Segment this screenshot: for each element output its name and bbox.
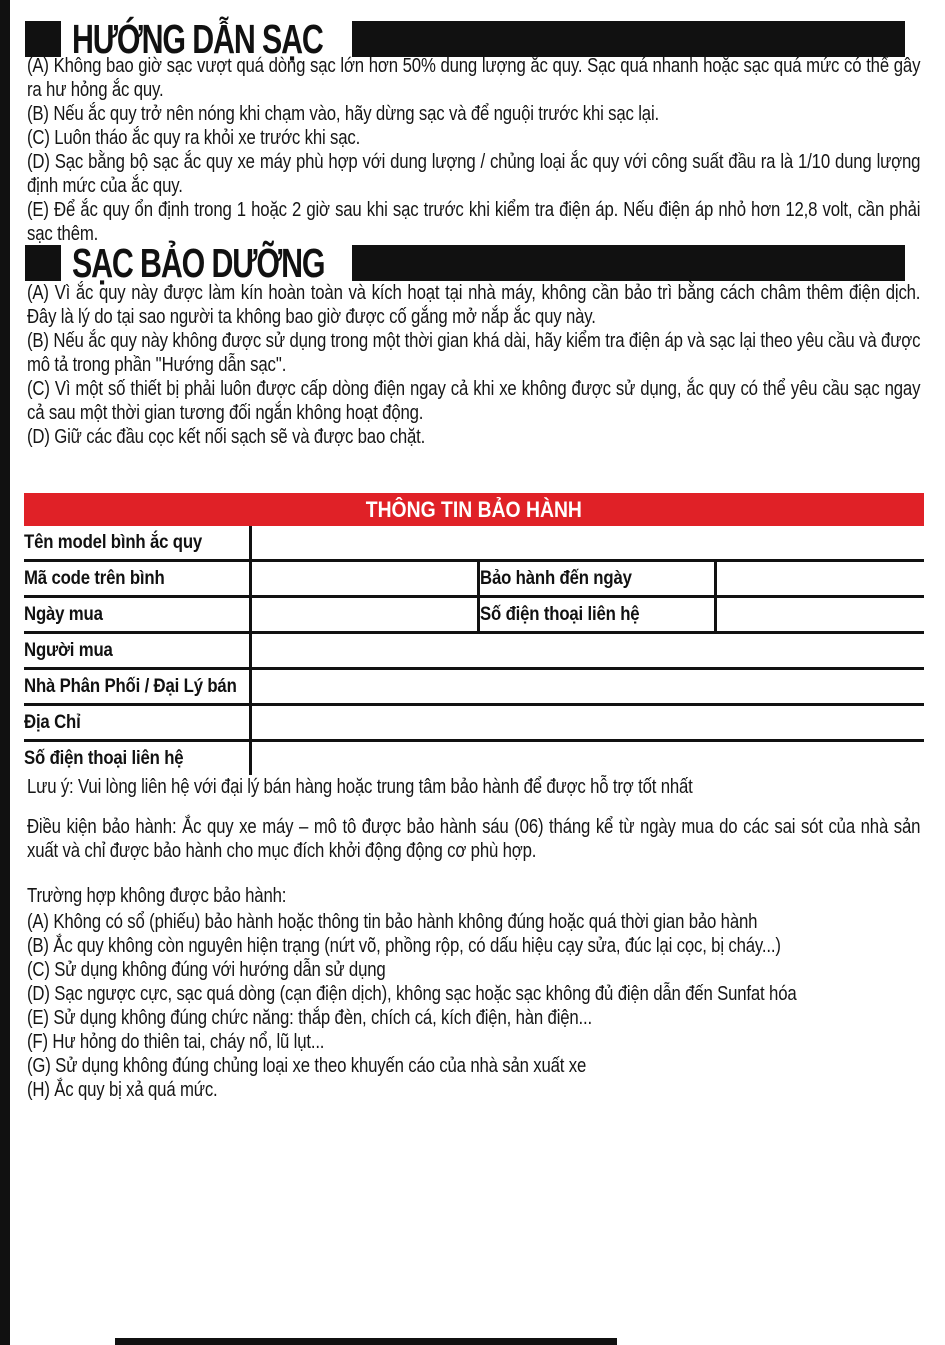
exclusion-item: (G) Sử dụng không đúng chủng loại xe theo khuyến cáo của nhà sản xuất xe: [27, 1055, 587, 1077]
blank-value-cell: [715, 561, 924, 597]
exclusion-item: (A) Không có sổ (phiếu) bảo hành hoặc thông tin bảo hành không đúng hoặc quá thời gian bảo hành: [27, 911, 758, 933]
blank-value-cell: [250, 633, 924, 669]
exclusion-item: (H) Ắc quy bị xả quá mức.: [27, 1079, 218, 1101]
row-label: Người mua: [24, 639, 113, 661]
contact-note: [27, 775, 920, 799]
row-label: Địa Chỉ: [24, 711, 81, 733]
table-row: [24, 597, 924, 633]
blank-value-cell: [250, 741, 924, 776]
table-row: [24, 741, 924, 776]
header-square-marker: [25, 21, 61, 57]
blank-value-cell: [250, 705, 924, 741]
paragraph-c: (C) Luôn tháo ắc quy ra khỏi xe trước khi sạc.: [27, 127, 361, 149]
conditions-text: Điều kiện bảo hành: Ắc quy xe máy – mô tô được bảo hành sáu (06) tháng kể từ ngày mua do các sai sót của nhà sản xuất và chỉ được bảo hành cho mục đích khởi động động cơ phù hợp.: [27, 816, 921, 862]
blank-value-cell: [250, 526, 924, 561]
section-header-maintenance-charging: [0, 240, 945, 286]
blank-value-cell: [715, 597, 924, 633]
exclusion-item: (D) Sạc ngược cực, sạc quá dòng (cạn điện dịch), không sạc hoặc sạc không đủ điện dẫn đến Sunfat hóa: [27, 983, 797, 1005]
blank-value-cell: [250, 669, 924, 705]
header-black-bar: [352, 21, 905, 57]
warranty-conditions: [27, 815, 920, 863]
exclusion-item: (F) Hư hỏng do thiên tai, cháy nổ, lũ lụt...: [27, 1031, 325, 1053]
charging-instructions-text: [27, 54, 920, 246]
row-label: Mã code trên bình: [24, 567, 165, 589]
blank-value-cell: [250, 561, 478, 597]
note-text: Lưu ý: Vui lòng liên hệ với đại lý bán hàng hoặc trung tâm bảo hành để được hỗ trợ tốt nhất: [27, 776, 693, 798]
paragraph-c: (C) Vì một số thiết bị phải luôn được cấp dòng điện ngay cả khi xe không được sử dụng, ắc quy có thể yêu cầu sạc ngay cả sau một thời gian tương đối ngắn không hoạt động.: [27, 378, 921, 424]
exclusion-item: (B) Ắc quy không còn nguyên hiện trạng (nứt võ, phồng rộp, có dấu hiệu cạy sửa, đúc lại cọc, bị cháy...): [27, 935, 781, 957]
row-label: Số điện thoại liên hệ: [479, 603, 639, 625]
row-label: Ngày mua: [24, 603, 103, 625]
page-bottom-black-bar: [115, 1338, 617, 1345]
table-row: [24, 561, 924, 597]
table-header-row: [24, 493, 924, 526]
blank-value-cell: [250, 597, 478, 633]
table-row: [24, 526, 924, 561]
paragraph-e: (E) Để ắc quy ổn định trong 1 hoặc 2 giờ sau khi sạc trước khi kiểm tra điện áp. Nếu điện áp nhỏ hơn 12,8 volt, cần phải sạc thêm.: [27, 199, 921, 245]
table-title: THÔNG TIN BẢO HÀNH: [365, 496, 583, 522]
table-row: [24, 633, 924, 669]
section-title-charging: HƯỚNG DẪN SẠC: [72, 16, 323, 62]
exclusions-list: [27, 910, 920, 1102]
paragraph-b: (B) Nếu ắc quy trở nên nóng khi chạm vào, hãy dừng sạc và để nguội trước khi sạc lại.: [27, 103, 660, 125]
paragraph-b: (B) Nếu ắc quy này không được sử dụng trong một thời gian khá dài, hãy kiểm tra điện áp và sạc lại theo yêu cầu và được mô tả trong phần ''Hướng dẫn sạc''.: [27, 330, 921, 376]
header-black-bar: [352, 245, 905, 281]
warranty-info-table: [24, 493, 924, 775]
exclusions-title-text: Trường hợp không được bảo hành:: [27, 885, 287, 907]
section-title-maintenance: SẠC BẢO DƯỠNG: [72, 240, 325, 286]
table-row: [24, 705, 924, 741]
paragraph-a: (A) Vì ắc quy này được làm kín hoàn toàn và kích hoạt tại nhà máy, không cần bảo trì bằng cách châm thêm điện dịch. Đây là lý do tại sao người ta không bao giờ được cố gắng mở nắp ắc quy này.: [27, 282, 921, 328]
header-square-marker: [25, 245, 61, 281]
row-label: Bảo hành đến ngày: [479, 567, 632, 589]
paragraph-d: (D) Giữ các đầu cọc kết nối sạch sẽ và được bao chặt.: [27, 426, 426, 448]
row-label: Nhà Phân Phối / Đại Lý bán: [24, 675, 237, 697]
table-title-bar: [24, 493, 924, 526]
section-header-charging-instructions: [0, 16, 945, 62]
exclusion-item: (C) Sử dụng không đúng với hướng dẫn sử dụng: [27, 959, 386, 981]
table-row: [24, 669, 924, 705]
maintenance-charging-text: [27, 281, 920, 449]
exclusion-item: (E) Sử dụng không đúng chức năng: thắp đèn, chích cá, kích điện, hàn điện...: [27, 1007, 593, 1029]
exclusions-title: [27, 884, 920, 908]
paragraph-a: (A) Không bao giờ sạc vượt quá dòng sạc lớn hơn 50% dung lượng ắc quy. Sạc quá nhanh hoặc sạc quá mức có thể gây ra hư hỏng ắc quy.: [27, 55, 921, 101]
paragraph-d: (D) Sạc bằng bộ sạc ắc quy xe máy phù hợp với dung lượng / chủng loại ắc quy với công suất đầu ra là 1/10 dung lượng định mức của ắc quy.: [27, 151, 921, 197]
page-left-black-bar: [0, 0, 10, 1345]
row-label: Tên model bình ắc quy: [24, 531, 203, 553]
row-label: Số điện thoại liên hệ: [24, 747, 184, 769]
